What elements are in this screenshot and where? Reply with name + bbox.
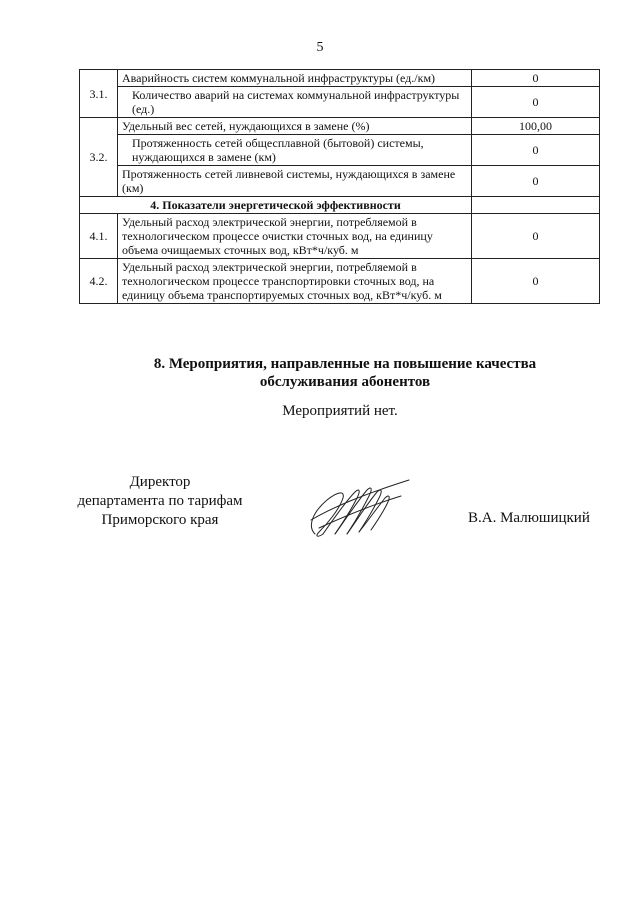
indicator-value: 0 [472, 259, 600, 304]
page-number: 5 [316, 40, 324, 55]
indicator-value: 100,00 [472, 118, 600, 135]
row-number: 3.1. [80, 70, 118, 118]
section-8-title-line-2: обслуживания абонентов [259, 374, 431, 390]
indicator-name: Аварийность систем коммунальной инфраструктуры (ед./км) [118, 70, 472, 87]
director-name: В.А. Малюшицкий [468, 510, 590, 526]
director-position-line-3: Приморского края [101, 512, 219, 528]
section-8-title [60, 355, 630, 391]
indicator-name: Количество аварий на системах коммунальной инфраструктуры (ед.) [118, 87, 472, 118]
row-number: 4.2. [80, 259, 118, 304]
table-row [80, 118, 600, 135]
director-position-line-1: Директор [129, 474, 191, 490]
row-number: 4.1. [80, 214, 118, 259]
section-value-cell [472, 197, 600, 214]
indicator-value: 0 [472, 135, 600, 166]
table-row [80, 87, 600, 118]
section-8-title-line-1: 8. Мероприятия, направленные на повышение качества [153, 356, 537, 372]
director-position-line-2: департамента по тарифам [77, 493, 243, 509]
table-row [80, 135, 600, 166]
indicator-name: Удельный вес сетей, нуждающихся в замене (%) [118, 118, 472, 135]
table-row [80, 259, 600, 304]
indicator-value: 0 [472, 87, 600, 118]
indicators-table-body [80, 70, 600, 304]
table-row [80, 166, 600, 197]
indicator-name: Протяженность сетей общесплавной (бытовой) системы, нуждающихся в замене (км) [118, 135, 472, 166]
handwritten-signature [305, 476, 415, 541]
row-number: 3.2. [80, 118, 118, 197]
indicators-table [79, 69, 600, 304]
indicator-name: Протяженность сетей ливневой системы, нуждающихся в замене (км) [118, 166, 472, 197]
section-8-body: Мероприятий нет. [282, 403, 398, 419]
indicator-name: Удельный расход электрической энергии, потребляемой в технологическом процессе очистки сточных вод, на единицу объема очищаемых сточных вод, кВт*ч/куб. м [118, 214, 472, 259]
indicator-value: 0 [472, 214, 600, 259]
table-row [80, 70, 600, 87]
table-section-row [80, 197, 600, 214]
table-row [80, 214, 600, 259]
indicator-value: 0 [472, 166, 600, 197]
section-heading: 4. Показатели энергетической эффективности [80, 197, 472, 214]
indicator-value: 0 [472, 70, 600, 87]
director-position [60, 473, 260, 530]
indicator-name: Удельный расход электрической энергии, потребляемой в технологическом процессе транспортировки сточных вод, на единицу объема транспортируемых сточных вод, кВт*ч/куб. м [118, 259, 472, 304]
